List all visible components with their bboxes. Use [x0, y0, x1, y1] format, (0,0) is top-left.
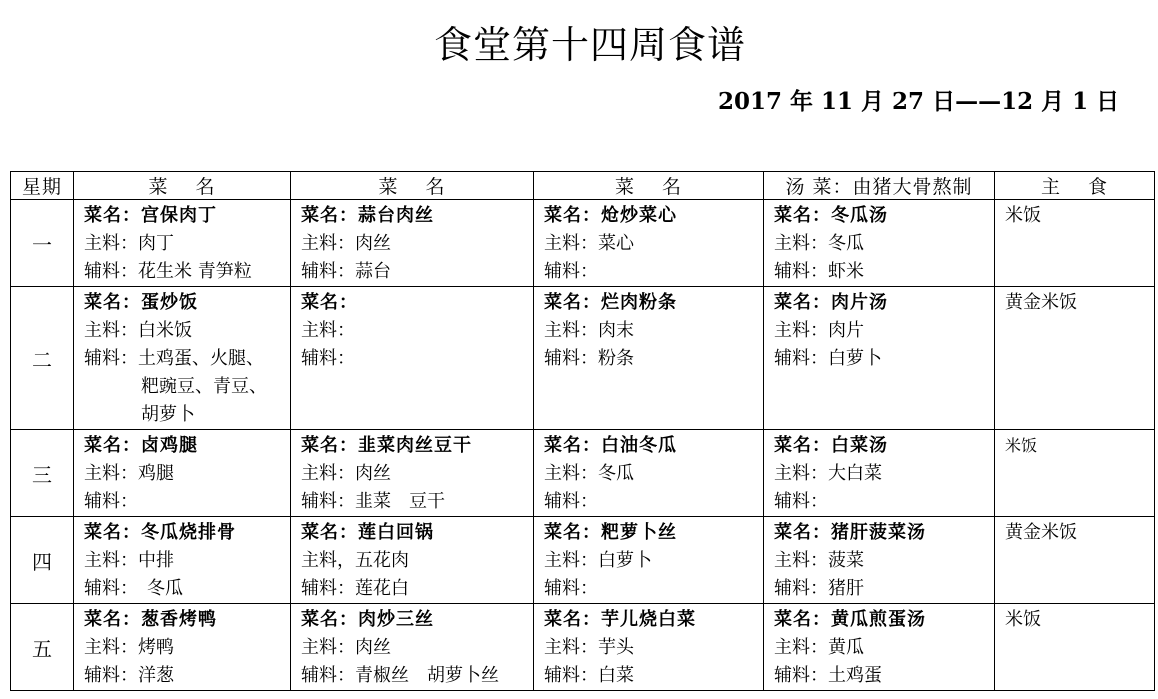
staple-food: 米饭: [1005, 436, 1038, 455]
dish-name: 菜名：白菜汤: [774, 435, 888, 456]
staple-cell: [995, 604, 1155, 691]
main-ingredient: 主料：大白菜: [774, 463, 882, 484]
dish-cell: [291, 604, 534, 691]
dish-name: 菜名：冬瓜烧排骨: [84, 522, 236, 543]
dish-cell: [74, 604, 291, 691]
dish-name: 菜名：白油冬瓜: [544, 435, 677, 456]
day-label: 四: [11, 517, 74, 604]
staple-cell: [995, 517, 1155, 604]
page-title: 食堂第十四周食谱: [433, 23, 746, 67]
table-row: [11, 517, 1155, 604]
table-row: [11, 287, 1155, 430]
dish-name: 菜名：卤鸡腿: [84, 435, 198, 456]
side-ingredient: 辅料：白菜: [544, 665, 634, 686]
main-ingredient: 主料：肉片: [774, 320, 864, 341]
side-ingredient: 胡萝卜: [141, 404, 195, 425]
main-ingredient: 主料：烤鸭: [84, 637, 174, 658]
dish-name: 菜名：: [301, 292, 358, 313]
dish-name: 菜名：炝炒菜心: [544, 205, 677, 226]
side-ingredient: 辅料：: [544, 578, 598, 599]
dish-name: 菜名：猪肝菠菜汤: [774, 522, 926, 543]
side-ingredient: 辅料：花生米 青笋粒: [84, 261, 252, 282]
side-ingredient: 辅料：: [301, 348, 355, 369]
table-header-row: [11, 172, 1155, 200]
header-day: 星期: [11, 172, 74, 200]
dish-cell: [74, 287, 291, 430]
dish-name: 菜名：蒜台肉丝: [301, 205, 434, 226]
soup-cell: [764, 604, 995, 691]
staple-cell: [995, 430, 1155, 517]
dish-name: 菜名：粑萝卜丝: [544, 522, 677, 543]
header-soup: 汤 菜：由猪大骨熬制: [764, 172, 995, 200]
dish-cell: [74, 200, 291, 287]
staple-food: 黄金米饭: [1005, 522, 1077, 543]
dish-cell: [291, 430, 534, 517]
side-ingredient: 辅料：虾米: [774, 261, 864, 282]
soup-cell: [764, 200, 995, 287]
dish-cell: [74, 517, 291, 604]
day-label: 一: [11, 200, 74, 287]
staple-food: 米饭: [1005, 609, 1041, 630]
table-row: [11, 200, 1155, 287]
dish-name: 菜名：肉片汤: [774, 292, 888, 313]
main-ingredient: 主料：白萝卜: [544, 550, 652, 571]
dish-name: 菜名：冬瓜汤: [774, 205, 888, 226]
main-ingredient: 主料：菠菜: [774, 550, 864, 571]
dish-name: 菜名：韭菜肉丝豆干: [301, 435, 472, 456]
dish-cell: [534, 200, 764, 287]
main-ingredient: 主料：肉丁: [84, 233, 174, 254]
side-ingredient: 辅料：: [544, 491, 598, 512]
side-ingredient: 辅料：白萝卜: [774, 348, 882, 369]
dish-name: 菜名：莲白回锅: [301, 522, 434, 543]
main-ingredient: 主料：菜心: [544, 233, 634, 254]
main-ingredient: 主料：冬瓜: [544, 463, 634, 484]
day-label: 二: [11, 287, 74, 430]
staple-cell: [995, 287, 1155, 430]
staple-food: 黄金米饭: [1005, 292, 1077, 313]
side-ingredient: 辅料：韭菜 豆干: [301, 491, 445, 512]
dish-name: 菜名：肉炒三丝: [301, 609, 434, 630]
soup-cell: [764, 430, 995, 517]
dish-name: 菜名：烂肉粉条: [544, 292, 677, 313]
side-ingredient: 辅料：粉条: [544, 348, 634, 369]
header-dish2: 菜 名: [291, 172, 534, 200]
main-ingredient: 主料，五花肉: [301, 550, 409, 571]
side-ingredient: 辅料：: [84, 491, 138, 512]
header-dish3: 菜 名: [534, 172, 764, 200]
dish-cell: [291, 287, 534, 430]
side-ingredient: 辅料：洋葱: [84, 665, 174, 686]
header-dish1: 菜 名: [74, 172, 291, 200]
side-ingredient: 辅料：: [774, 491, 828, 512]
dish-name: 菜名：蛋炒饭: [84, 292, 198, 313]
side-ingredient: 辅料：青椒丝 胡萝卜丝: [301, 665, 499, 686]
main-ingredient: 主料：芋头: [544, 637, 634, 658]
side-ingredient: 辅料： 冬瓜: [84, 578, 183, 599]
table-row: [11, 430, 1155, 517]
main-ingredient: 主料：鸡腿: [84, 463, 174, 484]
main-ingredient: 主料：黄瓜: [774, 637, 864, 658]
dish-cell: [534, 287, 764, 430]
main-ingredient: 主料：肉丝: [301, 463, 391, 484]
side-ingredient: 粑豌豆、青豆、: [141, 376, 267, 397]
day-label: 五: [11, 604, 74, 691]
staple-food: 米饭: [1005, 205, 1041, 226]
soup-cell: [764, 517, 995, 604]
main-ingredient: 主料：肉丝: [301, 233, 391, 254]
dish-cell: [291, 517, 534, 604]
side-ingredient: 辅料：猪肝: [774, 578, 864, 599]
dish-name: 菜名：葱香烤鸭: [84, 609, 217, 630]
main-ingredient: 主料：肉末: [544, 320, 634, 341]
staple-cell: [995, 200, 1155, 287]
menu-table: [10, 171, 1155, 691]
dish-cell: [74, 430, 291, 517]
dish-name: 菜名：芋儿烧白菜: [544, 609, 696, 630]
main-ingredient: 主料：肉丝: [301, 637, 391, 658]
side-ingredient: 辅料：蒜台: [301, 261, 391, 282]
day-label: 三: [11, 430, 74, 517]
side-ingredient: 辅料：: [544, 261, 598, 282]
main-ingredient: 主料：: [301, 320, 355, 341]
date-range: 2017 年 11 月 27 日——12 月 1 日: [718, 88, 1120, 115]
header-staple: 主 食: [995, 172, 1155, 200]
dish-name: 菜名：宫保肉丁: [84, 205, 217, 226]
side-ingredient: 辅料：莲花白: [301, 578, 409, 599]
side-ingredient: 辅料：土鸡蛋: [774, 665, 882, 686]
dish-cell: [534, 517, 764, 604]
main-ingredient: 主料：白米饭: [84, 320, 192, 341]
dish-cell: [291, 200, 534, 287]
main-ingredient: 主料：冬瓜: [774, 233, 864, 254]
dish-cell: [534, 430, 764, 517]
main-ingredient: 主料：中排: [84, 550, 174, 571]
dish-cell: [534, 604, 764, 691]
dish-name: 菜名：黄瓜煎蛋汤: [774, 609, 926, 630]
table-row: [11, 604, 1155, 691]
side-ingredient: 辅料：土鸡蛋、火腿、: [84, 348, 264, 369]
soup-cell: [764, 287, 995, 430]
